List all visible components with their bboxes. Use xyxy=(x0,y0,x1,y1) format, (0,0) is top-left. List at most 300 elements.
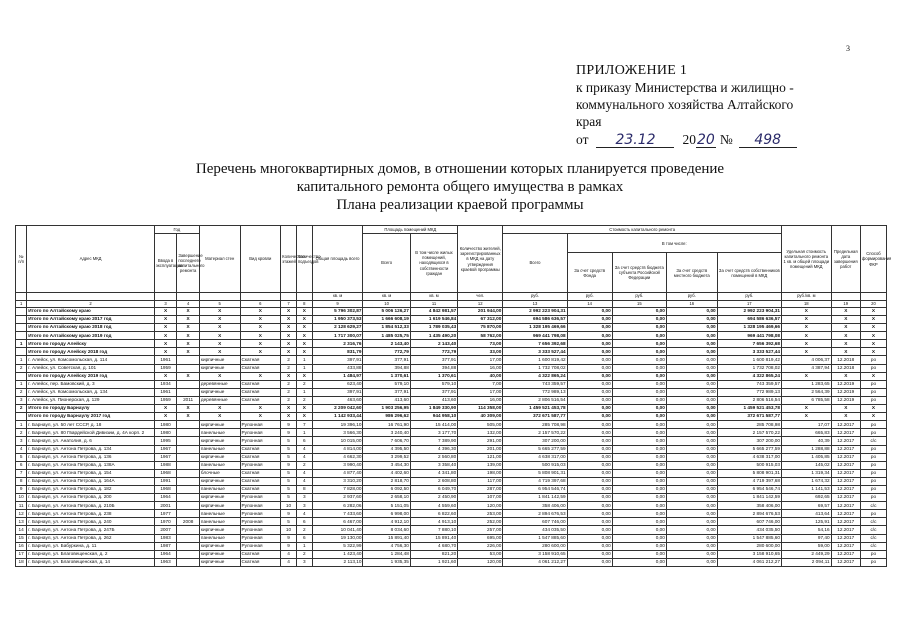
cell-subj: 0,00 xyxy=(612,494,666,502)
cell-lim: 12.2017 xyxy=(831,469,860,477)
cell-y2: X xyxy=(177,340,200,348)
column-number-row xyxy=(16,300,887,307)
cell-fl: 9 xyxy=(281,461,297,469)
cell-wall: кирпичные xyxy=(199,558,240,566)
header-roof: Вид кровли xyxy=(240,226,281,293)
cell-a_all: 4 756,30 xyxy=(363,542,410,550)
cell-fl: X xyxy=(281,372,297,380)
cell-en: 1 xyxy=(296,429,312,437)
header-method: Способ формирования ФКР xyxy=(860,226,886,293)
cell-fund: 0,00 xyxy=(567,421,612,429)
header-owners: За счет средств собственников помещений в МКД xyxy=(717,253,781,293)
cell-wall: кирпичные xyxy=(199,526,240,534)
cell-en: 3 xyxy=(296,558,312,566)
cell-own: 500 915,03 xyxy=(717,461,781,469)
cell-ppl: 17,00 xyxy=(458,388,503,396)
cell-subj: 0,00 xyxy=(612,445,666,453)
cell-a_all: 1 284,48 xyxy=(363,550,410,558)
subtotal-row xyxy=(16,372,887,380)
cell-y1: X xyxy=(154,413,177,421)
cell-a_res: 821,20 xyxy=(410,550,457,558)
cell-subj: 0,00 xyxy=(612,550,666,558)
cell-area: 7 433,60 xyxy=(312,510,363,518)
cell-y2: X xyxy=(177,348,200,356)
cell-a_res: 4 680,70 xyxy=(410,542,457,550)
cell-y1: 2007 xyxy=(154,526,177,534)
cell-unit: 40,39 xyxy=(781,437,831,445)
cell-area: 1 484,97 xyxy=(312,372,363,380)
cell-y1: 1968 xyxy=(154,485,177,493)
column-number: 16 xyxy=(666,300,717,307)
cell-fund: 0,00 xyxy=(567,445,612,453)
cell-unit: 2 564,39 xyxy=(781,388,831,396)
cell-loc: 0,00 xyxy=(666,502,717,510)
cell-addr: г. Барнаул, ул. Антона Петрова, д. 262 xyxy=(27,534,154,542)
cell-ppl: 291,00 xyxy=(458,437,503,445)
cell-ppl: 40,00 xyxy=(458,372,503,380)
cell-lim: 12.2019 xyxy=(831,388,860,396)
cell-en: 6 xyxy=(296,534,312,542)
cell-fl: 9 xyxy=(281,421,297,429)
cell-lim: 12.2018 xyxy=(831,364,860,372)
cell-lim: 12.2017 xyxy=(831,477,860,485)
cell-no: 16 xyxy=(16,542,27,550)
cell-fund: 0,00 xyxy=(567,485,612,493)
cell-fl: 9 xyxy=(281,542,297,550)
unit-cell: руб. xyxy=(612,293,666,300)
cell-own: 694 586 636,57 xyxy=(717,316,781,324)
table-row xyxy=(16,510,887,518)
cell-lim: 12.2017 xyxy=(831,461,860,469)
cell-loc: 0,00 xyxy=(666,340,717,348)
cell-loc: 0,00 xyxy=(666,348,717,356)
cell-y2 xyxy=(177,477,200,485)
cell-fl: 5 xyxy=(281,477,297,485)
cell-wall: кирпичные xyxy=(199,542,240,550)
cell-y1: 1980 xyxy=(154,429,177,437)
cell-addr: г. Алейск, пер. Бамовский, д. 3 xyxy=(27,380,154,388)
cell-y1: X xyxy=(154,316,177,324)
cell-y1: 1988 xyxy=(154,461,177,469)
cell-y1: 2001 xyxy=(154,502,177,510)
cell-y2 xyxy=(177,542,200,550)
cell-total: 2 992 223 904,31 xyxy=(503,307,567,315)
cell-y1: 1987 xyxy=(154,542,177,550)
table-row xyxy=(16,445,887,453)
cell-y2: X xyxy=(177,332,200,340)
table-row xyxy=(16,550,887,558)
cell-total: 1 600 819,42 xyxy=(503,356,567,364)
cell-roof: Рулонная xyxy=(240,421,281,429)
cell-y2 xyxy=(177,445,200,453)
cell-y2 xyxy=(177,453,200,461)
cell-wall: панельные xyxy=(199,485,240,493)
title-line-1: Перечень многоквартирных домов, в отношении которых планируется проведение xyxy=(195,161,725,177)
cell-addr: Итого по городу Алейску 2019 год xyxy=(27,372,154,380)
cell-wall: кирпичные xyxy=(199,494,240,502)
header-year-group: Год xyxy=(154,226,199,234)
cell-own: 743 359,57 xyxy=(717,380,781,388)
cell-a_all: 3 299,52 xyxy=(363,453,410,461)
cell-no: 1 xyxy=(16,356,27,364)
cell-area: 4 662,30 xyxy=(312,453,363,461)
cell-a_res: 4 559,60 xyxy=(410,502,457,510)
column-number: 6 xyxy=(240,300,281,307)
cell-a_res: 772,79 xyxy=(410,348,457,356)
cell-own: 1 328 195 469,66 xyxy=(717,324,781,332)
unit-cell: руб. xyxy=(717,293,781,300)
cell-roof: Рулонная xyxy=(240,429,281,437)
cell-y1: 1934 xyxy=(154,380,177,388)
cell-fund: 0,00 xyxy=(567,332,612,340)
cell-total: 372 671 587,77 xyxy=(503,413,567,421)
cell-meth: рo xyxy=(860,388,886,396)
cell-meth: рo xyxy=(860,396,886,404)
cell-area: 5 796 302,87 xyxy=(312,307,363,315)
cell-area: 463,60 xyxy=(312,396,363,404)
cell-total: 4 061 212,27 xyxy=(503,558,567,566)
cell-fund: 0,00 xyxy=(567,413,612,421)
cell-roof: X xyxy=(240,348,281,356)
cell-fund: 0,00 xyxy=(567,405,612,413)
cell-en: 4 xyxy=(296,453,312,461)
cell-total: 3 333 527,44 xyxy=(503,348,567,356)
cell-fl: 2 xyxy=(281,364,297,372)
cell-no: 2 xyxy=(16,429,27,437)
cell-no: 11 xyxy=(16,502,27,510)
cell-en: 1 xyxy=(296,364,312,372)
cell-loc: 0,00 xyxy=(666,405,717,413)
cell-lim: X xyxy=(831,340,860,348)
header-total-area: Общая площадь всего xyxy=(312,226,363,293)
cell-y1: 1964 xyxy=(154,494,177,502)
cell-subj: 0,00 xyxy=(612,542,666,550)
cell-fl: X xyxy=(281,348,297,356)
subtotal-row xyxy=(16,413,887,421)
cell-roof: Скатная xyxy=(240,550,281,558)
cell-roof: Рулонная xyxy=(240,510,281,518)
cell-wall: кирпичные xyxy=(199,388,240,396)
column-number: 7 xyxy=(281,300,297,307)
cell-area: 3 566,30 xyxy=(312,429,363,437)
cell-unit: 1 283,65 xyxy=(781,380,831,388)
cell-fund: 0,00 xyxy=(567,388,612,396)
cell-ppl: 287,00 xyxy=(458,485,503,493)
cell-unit: 17,07 xyxy=(781,421,831,429)
cell-a_res: 1 370,61 xyxy=(410,372,457,380)
cell-lim: 12.2017 xyxy=(831,502,860,510)
cell-addr: г. Барнаул, ул. Антона Петрова, д. 164А xyxy=(27,477,154,485)
cell-loc: 0,00 xyxy=(666,372,717,380)
cell-meth: с/с xyxy=(860,534,886,542)
cell-y1: 1961 xyxy=(154,356,177,364)
cell-fund: 0,00 xyxy=(567,396,612,404)
cell-en: X xyxy=(296,324,312,332)
table-row xyxy=(16,429,887,437)
cell-area: 2 209 042,60 xyxy=(312,405,363,413)
cell-loc: 0,00 xyxy=(666,380,717,388)
cell-lim: 12.2017 xyxy=(831,437,860,445)
cell-loc: 0,00 xyxy=(666,485,717,493)
cell-en: X xyxy=(296,413,312,421)
cell-y1: X xyxy=(154,307,177,315)
cell-a_res: 2 450,90 xyxy=(410,494,457,502)
cell-lim: X xyxy=(831,413,860,421)
cell-lim: 12.2017 xyxy=(831,550,860,558)
cell-addr: Итого по городу Барнаулу xyxy=(27,405,154,413)
cell-a_res: 6 822,60 xyxy=(410,510,457,518)
cell-y2: 2008 xyxy=(177,518,200,526)
cell-subj: 0,00 xyxy=(612,485,666,493)
cell-total: 307 200,00 xyxy=(503,437,567,445)
column-number: 1 xyxy=(16,300,27,307)
cell-en: X xyxy=(296,332,312,340)
cell-fund: 0,00 xyxy=(567,307,612,315)
cell-subj: 0,00 xyxy=(612,469,666,477)
cell-total: 743 359,57 xyxy=(503,380,567,388)
cell-a_all: 2 818,70 xyxy=(363,477,410,485)
cell-wall: панельные xyxy=(199,518,240,526)
cell-area: 5 322,99 xyxy=(312,542,363,550)
cell-lim: 12.2017 xyxy=(831,429,860,437)
column-number: 11 xyxy=(410,300,457,307)
header-area-group: Площадь помещений МКД xyxy=(363,226,458,234)
appendix-line-4: края xyxy=(576,114,602,129)
cell-unit: 2 449,29 xyxy=(781,550,831,558)
cell-loc: 0,00 xyxy=(666,469,717,477)
cell-subj: 0,00 xyxy=(612,316,666,324)
cell-a_res: 944 958,10 xyxy=(410,413,457,421)
cell-y1: 1967 xyxy=(154,445,177,453)
cell-ppl: 252,00 xyxy=(458,518,503,526)
cell-no: 15 xyxy=(16,534,27,542)
cell-ppl: 201 944,00 xyxy=(458,307,503,315)
cell-y1: 1991 xyxy=(154,477,177,485)
cell-no: 10 xyxy=(16,494,27,502)
cell-y1: 1970 xyxy=(154,518,177,526)
cell-roof: Рулонная xyxy=(240,526,281,534)
appendix-title: ПРИЛОЖЕНИЕ 1 xyxy=(576,63,688,78)
cell-fl: 5 xyxy=(281,453,297,461)
cell-subj: 0,00 xyxy=(612,413,666,421)
cell-a_all: 377,91 xyxy=(363,356,410,364)
cell-loc: 0,00 xyxy=(666,526,717,534)
cell-fl: 9 xyxy=(281,534,297,542)
cell-lim: 12.2017 xyxy=(831,518,860,526)
cell-a_all: 5 151,05 xyxy=(363,502,410,510)
cell-total: 4 719 397,68 xyxy=(503,477,567,485)
table-row xyxy=(16,542,887,550)
appendix-line-2: к приказу Министерства и жилищно - xyxy=(576,80,794,95)
cell-unit: 59,00 xyxy=(781,542,831,550)
cell-total: 2 806 516,54 xyxy=(503,396,567,404)
cell-addr: Итого по Алтайскому краю xyxy=(27,307,154,315)
cell-fl: 10 xyxy=(281,526,297,534)
cell-a_res: 2 143,40 xyxy=(410,340,457,348)
column-number: 5 xyxy=(199,300,240,307)
cell-wall: кирпичные xyxy=(199,502,240,510)
cell-loc: 0,00 xyxy=(666,396,717,404)
cell-own: 969 441 798,08 xyxy=(717,332,781,340)
cell-ppl: 226,00 xyxy=(458,542,503,550)
cell-loc: 0,00 xyxy=(666,518,717,526)
cell-no xyxy=(16,413,27,421)
column-number: 12 xyxy=(458,300,503,307)
cell-ppl: 73,00 xyxy=(458,340,503,348)
cell-own: 7 656 392,68 xyxy=(717,340,781,348)
cell-a_res: 15 414,00 xyxy=(410,421,457,429)
cell-total: 7 656 392,68 xyxy=(503,340,567,348)
cell-unit: X xyxy=(781,413,831,421)
cell-lim: X xyxy=(831,372,860,380)
cell-addr: г. Барнаул, ул. 80 Гвардейской Дивизии, д. 4А корп. 2 xyxy=(27,429,154,437)
cell-fund: 0,00 xyxy=(567,324,612,332)
cell-unit: 1 405,85 xyxy=(781,453,831,461)
cell-subj: 0,00 xyxy=(612,502,666,510)
table-row xyxy=(16,502,887,510)
table-row xyxy=(16,396,887,404)
cell-wall: кирпичные xyxy=(199,421,240,429)
cell-a_all: 2 143,40 xyxy=(363,340,410,348)
cell-lim: X xyxy=(831,405,860,413)
cell-en: 4 xyxy=(296,469,312,477)
cell-en: 2 xyxy=(296,526,312,534)
cell-total: 434 035,50 xyxy=(503,526,567,534)
cell-addr: г. Барнаул, ул. Антона Петрова, д. 134 xyxy=(27,445,154,453)
cell-en: X xyxy=(296,316,312,324)
header-subject-budget: За счет средств бюджета субъекта Российской Федерации xyxy=(612,253,666,293)
cell-en: 1 xyxy=(296,388,312,396)
cell-subj: 0,00 xyxy=(612,340,666,348)
cell-loc: 0,00 xyxy=(666,332,717,340)
cell-meth: X xyxy=(860,324,886,332)
cell-fl: 5 xyxy=(281,469,297,477)
cell-fl: 9 xyxy=(281,510,297,518)
cell-addr: Итого по городу Алейску xyxy=(27,340,154,348)
cell-meth: рo xyxy=(860,380,886,388)
unit-cell: чел. xyxy=(458,293,503,300)
cell-roof: X xyxy=(240,307,281,315)
cell-roof: Рулонная xyxy=(240,542,281,550)
cell-unit: X xyxy=(781,340,831,348)
cell-y2: 2011 xyxy=(177,396,200,404)
cell-y2 xyxy=(177,421,200,429)
cell-total: 358 406,00 xyxy=(503,502,567,510)
cell-a_all: 377,91 xyxy=(363,388,410,396)
cell-a_all: 1 935,35 xyxy=(363,558,410,566)
cell-total: 1 547 885,60 xyxy=(503,534,567,542)
cell-en: 6 xyxy=(296,518,312,526)
cell-area: 7 828,00 xyxy=(312,485,363,493)
cell-meth: рo xyxy=(860,461,886,469)
column-number: 17 xyxy=(717,300,781,307)
cell-y1: X xyxy=(154,324,177,332)
cell-ppl: 40 309,00 xyxy=(458,413,503,421)
cell-en: X xyxy=(296,348,312,356)
cell-fl: 2 xyxy=(281,380,297,388)
cell-lim: 12.2017 xyxy=(831,421,860,429)
cell-en: 2 xyxy=(296,550,312,558)
cell-unit: 145,02 xyxy=(781,461,831,469)
cell-a_res: 7 880,10 xyxy=(410,526,457,534)
cell-wall: X xyxy=(199,316,240,324)
cell-fund: 0,00 xyxy=(567,477,612,485)
cell-total: 1 841 142,59 xyxy=(503,494,567,502)
cell-addr: г. Барнаул, ул. Антона Петрова, д. 240 xyxy=(27,518,154,526)
cell-addr: г. Барнаул, ул. Благовещенская, д. 2 xyxy=(27,550,154,558)
cell-a_all: 3 454,30 xyxy=(363,461,410,469)
cell-addr: г. Алейск, ул. Комсомольская, д. 114 xyxy=(27,356,154,364)
cell-y1: 1977 xyxy=(154,510,177,518)
cell-y2 xyxy=(177,526,200,534)
cell-meth: с/с xyxy=(860,502,886,510)
cell-a_res: 2 608,80 xyxy=(410,477,457,485)
cell-own: 1 547 885,60 xyxy=(717,534,781,542)
cell-own: 772 989,13 xyxy=(717,388,781,396)
cell-a_all: 1 485 025,75 xyxy=(363,332,410,340)
cell-area: 2 316,76 xyxy=(312,340,363,348)
cell-en: X xyxy=(296,307,312,315)
cell-ppl: 695,00 xyxy=(458,534,503,542)
cell-subj: 0,00 xyxy=(612,307,666,315)
column-number: 8 xyxy=(296,300,312,307)
header-wall: Материал стен xyxy=(199,226,240,293)
cell-en: 2 xyxy=(296,396,312,404)
cell-roof: X xyxy=(240,316,281,324)
cell-own: 6 954 546,74 xyxy=(717,485,781,493)
cell-y1: 1968 xyxy=(154,469,177,477)
cell-fund: 0,00 xyxy=(567,429,612,437)
table-row xyxy=(16,380,887,388)
cell-a_all: 15 891,40 xyxy=(363,534,410,542)
cell-area: 4 814,00 xyxy=(312,445,363,453)
cell-roof: X xyxy=(240,332,281,340)
cell-en: X xyxy=(296,372,312,380)
cell-a_res: 579,10 xyxy=(410,380,457,388)
cell-y2: X xyxy=(177,307,200,315)
cell-fl: 10 xyxy=(281,502,297,510)
cell-no xyxy=(16,324,27,332)
cell-area: 2 113,10 xyxy=(312,558,363,566)
cell-lim: 12.2017 xyxy=(831,558,860,566)
cell-a_res: 413,60 xyxy=(410,396,457,404)
cell-y1: 1964 xyxy=(154,550,177,558)
cell-a_res: 2 560,80 xyxy=(410,453,457,461)
cell-own: 2 806 516,54 xyxy=(717,396,781,404)
cell-area: 397,91 xyxy=(312,388,363,396)
column-number: 13 xyxy=(503,300,567,307)
cell-a_all: 16 761,90 xyxy=(363,421,410,429)
cell-a_res: 1 619 546,84 xyxy=(410,316,457,324)
cell-unit: 4 006,37 xyxy=(781,356,831,364)
cell-lim: 12.2017 xyxy=(831,510,860,518)
cell-own: 3 333 527,44 xyxy=(717,348,781,356)
cell-y1: 1967 xyxy=(154,453,177,461)
cell-loc: 0,00 xyxy=(666,437,717,445)
header-limit-date: Предельная дата завершения работ xyxy=(831,226,860,293)
cell-wall: панельные xyxy=(199,534,240,542)
cell-subj: 0,00 xyxy=(612,364,666,372)
cell-en: 4 xyxy=(296,477,312,485)
cell-area: 10 015,00 xyxy=(312,437,363,445)
header-unit-cost: Удельная стоимость капитального ремонта 1 кв. м общей площади помещений МКД xyxy=(781,226,831,293)
cell-area: 1 142 933,44 xyxy=(312,413,363,421)
cell-total: 280 600,00 xyxy=(503,542,567,550)
column-number: 9 xyxy=(312,300,363,307)
cell-area: 3 310,20 xyxy=(312,477,363,485)
cell-addr: г. Алейск, ул. Комсомольская, д. 134 xyxy=(27,388,154,396)
header-year-built: Ввода в эксплуатацию xyxy=(154,234,177,293)
